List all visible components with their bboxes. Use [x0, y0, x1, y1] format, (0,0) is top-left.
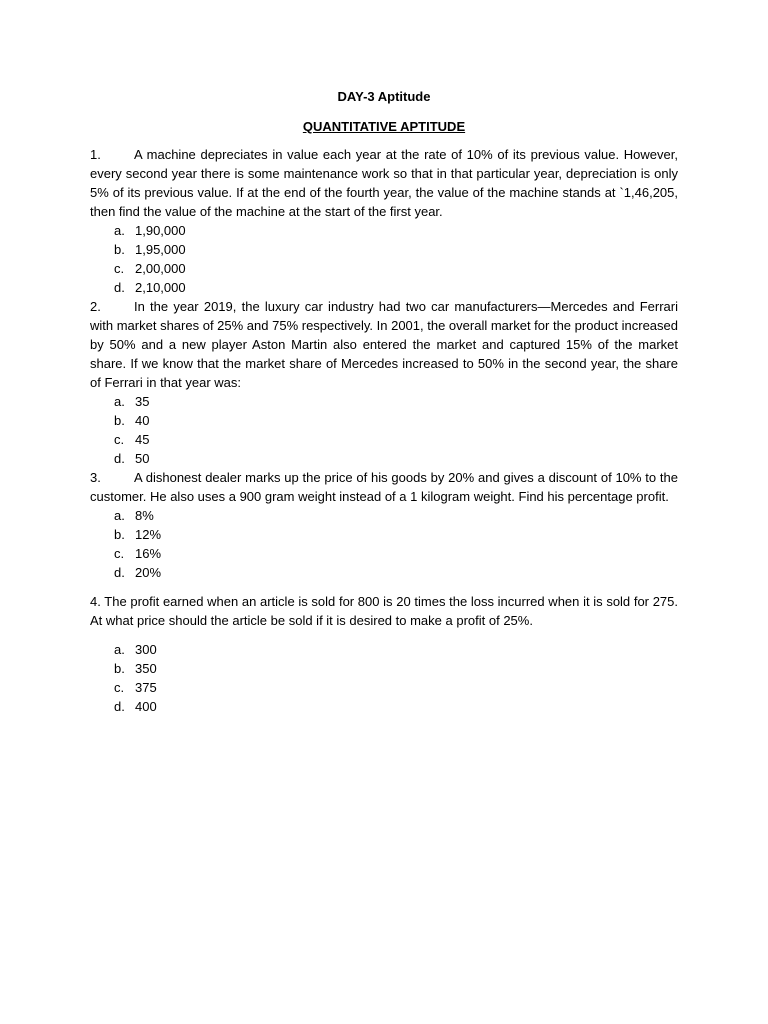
options-list-1	[90, 221, 678, 297]
option-text: 300	[135, 642, 157, 657]
option-item	[114, 392, 678, 411]
option-letter: d.	[114, 280, 125, 295]
option-item	[114, 278, 678, 297]
question-text: A machine depreciates in value each year at the rate of 10% of its previous value. However, every second year there is some maintenance work so that in that particular year, depreciation is only 5% of its previous value. If at the end of the fourth year, the value of the machine stands at `1,46,205, then find the value of the machine at the start of the first year.	[90, 147, 678, 219]
option-text: 12%	[135, 527, 162, 542]
question-number: 2.	[90, 299, 101, 314]
document-page	[90, 88, 678, 716]
option-letter: c.	[114, 261, 125, 276]
option-text: 45	[135, 432, 150, 447]
option-text: 350	[135, 661, 157, 676]
option-letter: d.	[114, 699, 125, 714]
option-letter: b.	[114, 527, 125, 542]
option-text: 35	[135, 394, 150, 409]
option-item	[114, 449, 678, 468]
option-item	[114, 563, 678, 582]
option-item	[114, 506, 678, 525]
option-letter: b.	[114, 242, 125, 257]
option-text: 1,95,000	[135, 242, 186, 257]
option-text: 8%	[135, 508, 154, 523]
option-text: 16%	[135, 546, 162, 561]
question-1	[90, 145, 678, 221]
option-item	[114, 697, 678, 716]
question-text: In the year 2019, the luxury car industry had two car manufacturers—Mercedes and Ferrari with market shares of 25% and 75% respectively. In 2001, the overall market for the product increased by 50% and a new player Aston Martin also entered the market and captured 15% of the market share. If we know that the market share of Mercedes increased to 50% in the second year, the share of Ferrari in that year was:	[90, 299, 678, 390]
options-list-4	[90, 640, 678, 716]
option-letter: c.	[114, 546, 125, 561]
option-text: 50	[135, 451, 150, 466]
option-item	[114, 525, 678, 544]
option-text: 20%	[135, 565, 162, 580]
option-item	[114, 678, 678, 697]
option-text: 2,10,000	[135, 280, 186, 295]
option-letter: d.	[114, 565, 125, 580]
option-letter: d.	[114, 451, 125, 466]
option-text: 40	[135, 413, 150, 428]
question-number: 1.	[90, 147, 101, 162]
option-item	[114, 659, 678, 678]
question-4	[90, 592, 678, 630]
question-number: 3.	[90, 470, 101, 485]
document-title: DAY-3 Aptitude	[337, 89, 431, 104]
question-text: 4. The profit earned when an article is sold for 800 is 20 times the loss incurred when it is sold for 275. At what price should the article be sold if it is desired to make a profit of 25%.	[90, 594, 678, 628]
question-3	[90, 468, 678, 506]
option-letter: a.	[114, 508, 125, 523]
option-letter: b.	[114, 661, 125, 676]
options-list-3	[90, 506, 678, 582]
option-item	[114, 544, 678, 563]
option-letter: a.	[114, 394, 125, 409]
option-item	[114, 259, 678, 278]
option-letter: c.	[114, 680, 125, 695]
option-letter: a.	[114, 223, 125, 238]
option-text: 1,90,000	[135, 223, 186, 238]
question-text: A dishonest dealer marks up the price of his goods by 20% and gives a discount of 10% to the customer. He also uses a 900 gram weight instead of a 1 kilogram weight. Find his percentage profit.	[90, 470, 678, 504]
option-text: 375	[135, 680, 157, 695]
question-2	[90, 297, 678, 392]
option-text: 2,00,000	[135, 261, 186, 276]
options-list-2	[90, 392, 678, 468]
option-item	[114, 430, 678, 449]
option-letter: a.	[114, 642, 125, 657]
option-item	[114, 640, 678, 659]
option-letter: c.	[114, 432, 125, 447]
section-heading: QUANTITATIVE APTITUDE	[302, 119, 466, 134]
option-item	[114, 240, 678, 259]
option-letter: b.	[114, 413, 125, 428]
option-text: 400	[135, 699, 157, 714]
option-item	[114, 221, 678, 240]
option-item	[114, 411, 678, 430]
